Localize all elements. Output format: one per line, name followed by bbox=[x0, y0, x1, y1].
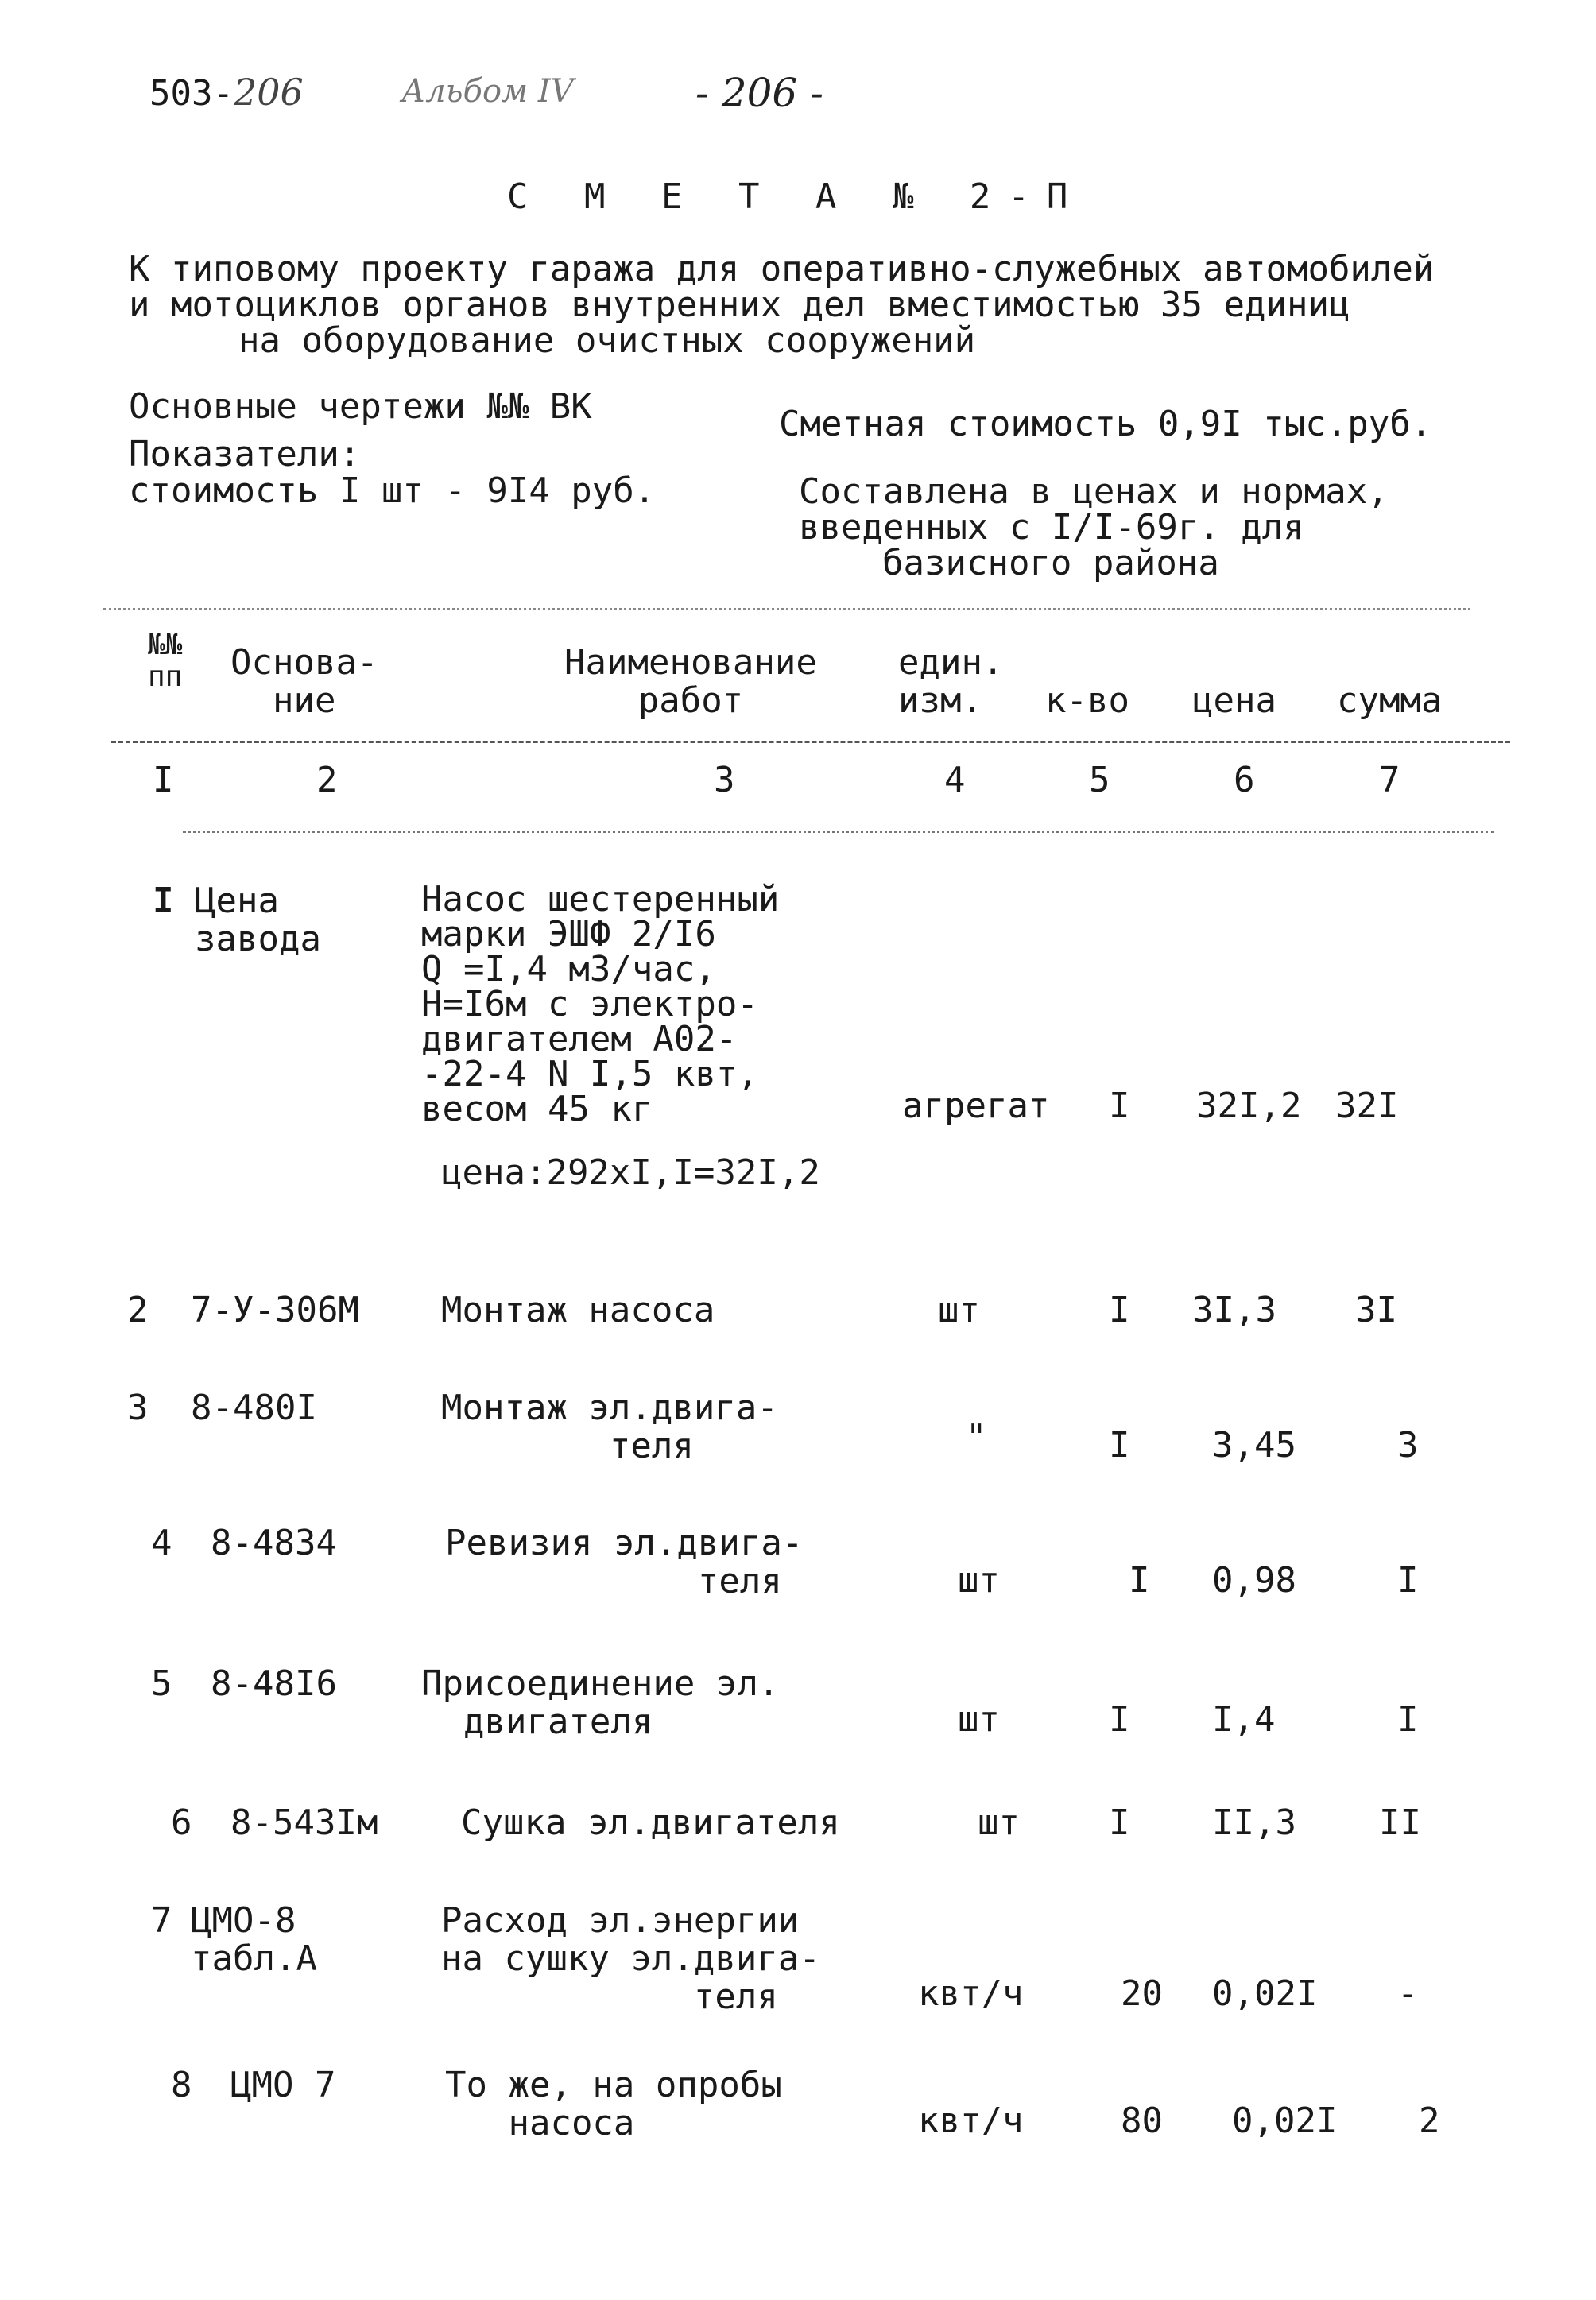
row-name: То же, на опробы насоса bbox=[445, 2065, 782, 2143]
row-num: 6 bbox=[171, 1802, 192, 1843]
row-unit: квт/ч bbox=[918, 2101, 1024, 2141]
col-number-5: 5 bbox=[1089, 760, 1110, 800]
row-sum: I bbox=[1397, 1560, 1419, 1601]
prices-note-3: базисного района bbox=[882, 543, 1219, 583]
row-sum: 32I bbox=[1335, 1086, 1399, 1126]
row-num: 5 bbox=[151, 1663, 172, 1704]
row-name: Расход эл.энергии на сушку эл.двига- теля bbox=[441, 1900, 820, 2017]
row-price: 32I,2 bbox=[1196, 1086, 1302, 1126]
header-num: №№ пп bbox=[148, 629, 183, 693]
header-unit: един. изм. bbox=[898, 642, 1004, 721]
row-num: 8 bbox=[171, 2065, 192, 2105]
drawings-ref: Основные чертежи №№ ВК bbox=[129, 386, 592, 427]
col-number-2: 2 bbox=[316, 760, 338, 800]
row-price: 3I,3 bbox=[1192, 1290, 1276, 1330]
row-basis: ЦМО 7 bbox=[230, 2065, 336, 2105]
row-qty: I bbox=[1109, 1699, 1130, 1740]
row-name: Насос шестеренный марки ЭШФ 2/I6 Q =I,4 м3/час, Н=I6м с электро- двигателем А02- -22-4 N I,5 квт, весом 45 кг bbox=[421, 879, 780, 1129]
row-basis: 7-У-306М bbox=[191, 1290, 359, 1330]
table-top-rule bbox=[103, 608, 1470, 610]
row-sum: 3 bbox=[1397, 1425, 1419, 1466]
album-label: Альбом IV bbox=[401, 73, 574, 110]
row-price: II,3 bbox=[1212, 1802, 1296, 1843]
row-num: I bbox=[153, 881, 174, 921]
row-unit: " bbox=[966, 1417, 987, 1458]
row-price: 3,45 bbox=[1212, 1425, 1296, 1466]
header-qty: к-во bbox=[1045, 680, 1129, 721]
intro-line-2: и мотоциклов органов внутренних дел вместимостью 35 единиц bbox=[129, 285, 1350, 325]
col-number-7: 7 bbox=[1379, 760, 1400, 800]
row-qty: 20 bbox=[1121, 1973, 1163, 2014]
document-code-handwritten: 206 bbox=[233, 71, 304, 114]
row-basis: 8-48I6 bbox=[211, 1663, 337, 1704]
prices-note-1: Составлена в ценах и нормах, bbox=[799, 471, 1389, 512]
col-numbers-rule bbox=[183, 831, 1494, 833]
row-price: 0,02I bbox=[1212, 1973, 1318, 2014]
row-basis: 8-4834 bbox=[211, 1523, 337, 1563]
row-name: Сушка эл.двигателя bbox=[461, 1802, 840, 1843]
row-name: Монтаж насоса bbox=[441, 1290, 715, 1330]
indicators-label: Показатели: bbox=[129, 434, 361, 474]
row-qty: 80 bbox=[1121, 2101, 1163, 2141]
row-num: 2 bbox=[127, 1290, 149, 1330]
row-num: 7 bbox=[151, 1900, 172, 1941]
row-qty: I bbox=[1109, 1802, 1130, 1843]
row-price: I,4 bbox=[1212, 1699, 1276, 1740]
col-number-3: 3 bbox=[714, 760, 735, 800]
row-sum: - bbox=[1397, 1973, 1419, 2014]
intro-line-3: на оборудование очистных сооружений bbox=[238, 320, 976, 361]
row-unit: квт/ч bbox=[918, 1973, 1024, 2014]
intro-line-1: К типовому проекту гаража для оперативно-служебных автомобилей bbox=[129, 249, 1435, 289]
header-name: Наименование работ bbox=[564, 642, 817, 721]
row-unit: шт bbox=[958, 1560, 1000, 1601]
row-price: 0,98 bbox=[1212, 1560, 1296, 1601]
row-sum: II bbox=[1379, 1802, 1421, 1843]
header-sum: сумма bbox=[1337, 680, 1443, 721]
header-bottom-rule bbox=[111, 741, 1510, 743]
row-num: 3 bbox=[127, 1388, 149, 1428]
row-basis: Цена завода bbox=[195, 881, 321, 959]
row-sum: 2 bbox=[1419, 2101, 1440, 2141]
header-basis: Основа- ние bbox=[230, 642, 378, 721]
page-number: - 206 - bbox=[695, 70, 824, 116]
estimate-title: С М Е Т А № 2-П bbox=[507, 176, 1086, 217]
row-unit: шт bbox=[978, 1802, 1020, 1843]
row-name: Монтаж эл.двига- теля bbox=[441, 1388, 778, 1466]
row-basis: ЦМО-8 табл.А bbox=[191, 1900, 317, 1979]
row-num: 4 bbox=[151, 1523, 172, 1563]
row-unit: агрегат bbox=[902, 1086, 1050, 1126]
row-qty: I bbox=[1109, 1290, 1130, 1330]
col-number-1: I bbox=[153, 760, 174, 800]
row-name: Присоединение эл. двигателя bbox=[421, 1663, 780, 1742]
col-number-4: 4 bbox=[944, 760, 966, 800]
row-name: Ревизия эл.двига- теля bbox=[445, 1523, 804, 1601]
header-price: цена bbox=[1192, 680, 1276, 721]
estimated-cost: Сметная стоимость 0,9I тыс.руб. bbox=[779, 404, 1432, 444]
row-qty: I bbox=[1109, 1425, 1130, 1466]
unit-cost: стоимость I шт - 9I4 руб. bbox=[129, 470, 656, 511]
row-note: цена:292хI,I=32I,2 bbox=[441, 1152, 820, 1193]
row-qty: I bbox=[1129, 1560, 1150, 1601]
col-number-6: 6 bbox=[1234, 760, 1255, 800]
row-unit: шт bbox=[938, 1290, 980, 1330]
row-qty: I bbox=[1109, 1086, 1130, 1126]
document-code bbox=[149, 73, 304, 113]
row-sum: I bbox=[1397, 1699, 1419, 1740]
document-code-printed: 503- bbox=[149, 73, 234, 114]
row-basis: 8-480I bbox=[191, 1388, 317, 1428]
prices-note-2: введенных с I/I-69г. для bbox=[799, 507, 1304, 548]
row-sum: 3I bbox=[1355, 1290, 1397, 1330]
row-unit: шт bbox=[958, 1699, 1000, 1740]
row-basis: 8-543Iм bbox=[230, 1802, 378, 1843]
row-price: 0,02I bbox=[1232, 2101, 1338, 2141]
